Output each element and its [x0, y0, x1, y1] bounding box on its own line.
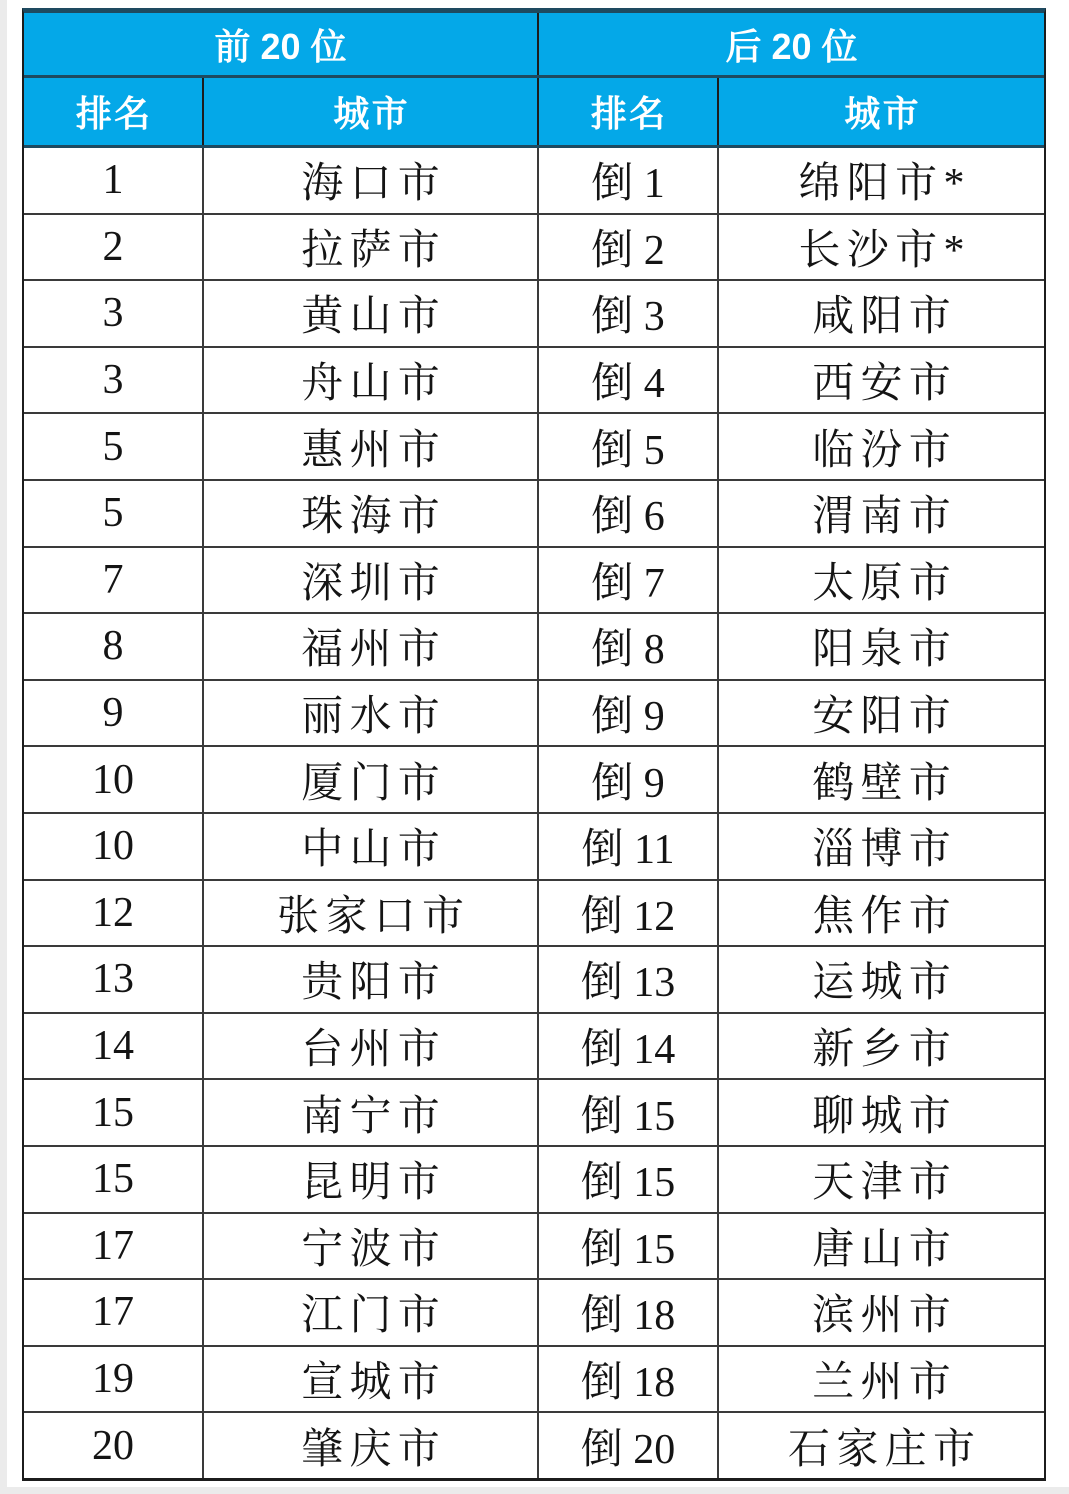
- bottom20-rank-cell: 倒 9: [537, 681, 717, 746]
- top20-city-cell: 江门市: [202, 1280, 537, 1345]
- top20-city-cell: 宁波市: [202, 1214, 537, 1279]
- top20-rank-cell: 15: [92, 1156, 134, 1203]
- bottom20-city-cell: 安阳市: [717, 681, 1044, 746]
- top20-rank-cell: 2: [102, 223, 124, 270]
- bottom20-rank-cell: 倒 8: [537, 614, 717, 679]
- top20-city-cell: 贵阳市: [202, 947, 537, 1012]
- bottom20-city-cell: 焦作市: [717, 881, 1044, 946]
- page-edge-left: [0, 0, 7, 1494]
- table-row: [24, 1411, 1044, 1478]
- top20-city-header: 城市: [202, 78, 537, 145]
- bottom20-rank-cell: 倒 15: [537, 1080, 717, 1145]
- table-row: [24, 745, 1044, 812]
- bottom20-rank-cell: 倒 12: [537, 881, 717, 946]
- table-row: [24, 945, 1044, 1012]
- top20-rank-cell: 17: [92, 1222, 134, 1269]
- table-row: [24, 1212, 1044, 1279]
- table-row: [24, 346, 1044, 413]
- top20-city-cell: 深圳市: [202, 548, 537, 613]
- top20-city-cell: 中山市: [202, 814, 537, 879]
- top20-rank-cell: 8: [102, 623, 124, 670]
- bottom20-city-header: 城市: [717, 78, 1044, 145]
- bottom20-city-cell: 石家庄市: [717, 1413, 1044, 1478]
- top20-city-cell: 宣城市: [202, 1347, 537, 1412]
- bottom20-rank-cell: 倒 15: [537, 1214, 717, 1279]
- bottom20-rank-header: 排名: [537, 78, 717, 145]
- table-row: [24, 679, 1044, 746]
- bottom20-city-cell: 咸阳市: [717, 281, 1044, 346]
- table-row: [24, 279, 1044, 346]
- table-row: [24, 812, 1044, 879]
- top20-rank-cell: 10: [92, 756, 134, 803]
- bottom20-city-cell: 新乡市: [717, 1014, 1044, 1079]
- bottom20-city-cell: 唐山市: [717, 1214, 1044, 1279]
- top20-rank-cell: 3: [102, 357, 124, 404]
- bottom20-rank-cell: 倒 6: [537, 481, 717, 546]
- top20-rank-cell: 12: [92, 889, 134, 936]
- bottom20-city-cell: 西安市: [717, 348, 1044, 413]
- top20-rank-cell: 20: [92, 1422, 134, 1469]
- bottom20-rank-cell: 倒 1: [537, 148, 717, 213]
- table-row: [24, 1012, 1044, 1079]
- top20-rank-cell: 17: [92, 1289, 134, 1336]
- table-row: [24, 148, 1044, 213]
- top20-rank-cell: 13: [92, 956, 134, 1003]
- bottom20-rank-cell: 倒 4: [537, 348, 717, 413]
- bottom20-rank-cell: 倒 2: [537, 215, 717, 280]
- top20-rank-cell: 5: [102, 490, 124, 537]
- bottom20-rank-cell: 倒 13: [537, 947, 717, 1012]
- top20-rank-header: 排名: [75, 93, 153, 134]
- bottom20-city-cell: 鹤壁市: [717, 747, 1044, 812]
- top20-rank-cell: 9: [102, 690, 124, 737]
- top20-city-cell: 海口市: [202, 148, 537, 213]
- bottom20-rank-cell: 倒 15: [537, 1147, 717, 1212]
- column-header-row: [24, 78, 1044, 148]
- table-row: [24, 546, 1044, 613]
- top20-rank-cell: 15: [92, 1089, 134, 1136]
- table-row: [24, 612, 1044, 679]
- top20-city-cell: 福州市: [202, 614, 537, 679]
- bottom20-city-cell: 绵阳市*: [717, 148, 1044, 213]
- top20-city-cell: 张家口市: [202, 881, 537, 946]
- bottom20-city-cell: 滨州市: [717, 1280, 1044, 1345]
- bottom20-rank-cell: 倒 7: [537, 548, 717, 613]
- top20-city-cell: 厦门市: [202, 747, 537, 812]
- table-row: [24, 412, 1044, 479]
- top20-rank-cell: 7: [102, 556, 124, 603]
- bottom20-city-cell: 长沙市*: [717, 215, 1044, 280]
- bottom20-rank-cell: 倒 18: [537, 1347, 717, 1412]
- table-row: [24, 879, 1044, 946]
- top20-rank-cell: 19: [92, 1355, 134, 1402]
- top20-city-cell: 丽水市: [202, 681, 537, 746]
- bottom20-rank-cell: 倒 11: [537, 814, 717, 879]
- city-ranking-table: [22, 8, 1046, 1481]
- bottom20-city-cell: 渭南市: [717, 481, 1044, 546]
- bottom20-city-cell: 淄博市: [717, 814, 1044, 879]
- bottom20-city-cell: 运城市: [717, 947, 1044, 1012]
- top20-rank-cell: 10: [92, 823, 134, 870]
- top20-city-cell: 惠州市: [202, 414, 537, 479]
- top20-city-cell: 黄山市: [202, 281, 537, 346]
- top20-rank-cell: 5: [102, 423, 124, 470]
- bottom20-rank-cell: 倒 20: [537, 1413, 717, 1478]
- bottom20-city-cell: 天津市: [717, 1147, 1044, 1212]
- bottom20-rank-cell: 倒 5: [537, 414, 717, 479]
- bottom20-section-title: 后 20 位: [537, 13, 1044, 75]
- top20-city-cell: 肇庆市: [202, 1413, 537, 1478]
- section-title-row: [24, 13, 1044, 78]
- top20-city-cell: 舟山市: [202, 348, 537, 413]
- bottom20-rank-cell: 倒 18: [537, 1280, 717, 1345]
- top20-city-cell: 拉萨市: [202, 215, 537, 280]
- bottom20-city-cell: 阳泉市: [717, 614, 1044, 679]
- table-body: [24, 148, 1044, 1478]
- top20-section-title: 前 20 位: [214, 25, 347, 67]
- top20-rank-cell: 1: [102, 157, 124, 204]
- bottom20-rank-cell: 倒 9: [537, 747, 717, 812]
- top20-city-cell: 南宁市: [202, 1080, 537, 1145]
- bottom20-city-cell: 聊城市: [717, 1080, 1044, 1145]
- top20-city-cell: 珠海市: [202, 481, 537, 546]
- table-row: [24, 1078, 1044, 1145]
- table-row: [24, 1345, 1044, 1412]
- top20-city-cell: 昆明市: [202, 1147, 537, 1212]
- table-row: [24, 213, 1044, 280]
- bottom20-city-cell: 太原市: [717, 548, 1044, 613]
- table-row: [24, 479, 1044, 546]
- table-row: [24, 1145, 1044, 1212]
- bottom20-city-cell: 兰州市: [717, 1347, 1044, 1412]
- top20-rank-cell: 3: [102, 290, 124, 337]
- bottom20-rank-cell: 倒 3: [537, 281, 717, 346]
- top20-city-cell: 台州市: [202, 1014, 537, 1079]
- page-edge-bottom: [0, 1487, 1069, 1494]
- bottom20-rank-cell: 倒 14: [537, 1014, 717, 1079]
- table-row: [24, 1278, 1044, 1345]
- top20-rank-cell: 14: [92, 1023, 134, 1070]
- bottom20-city-cell: 临汾市: [717, 414, 1044, 479]
